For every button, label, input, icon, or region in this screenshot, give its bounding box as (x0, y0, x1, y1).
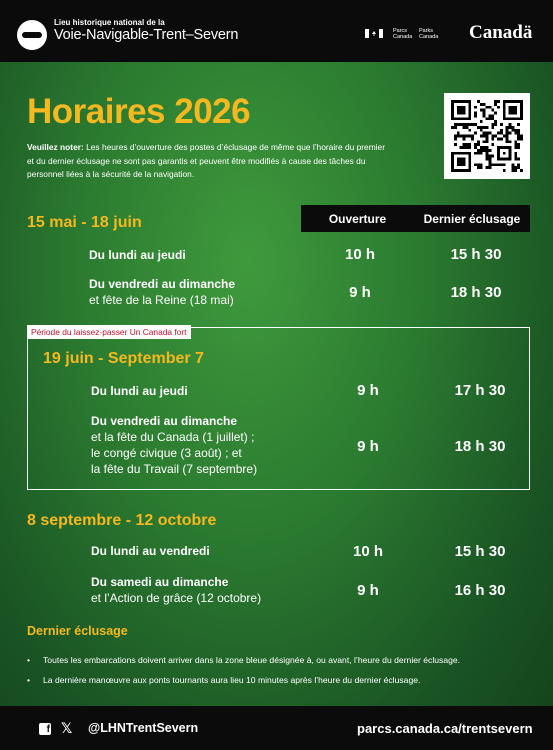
period-2-row-1-last: 17 h 30 (454, 382, 506, 399)
period-1-row-1-label (89, 247, 186, 263)
notice-label: Veuillez noter: (27, 142, 84, 152)
facebook-icon[interactable]: f (39, 723, 51, 735)
list-item: • Toutes les embarcations doivent arriver dans la zone bleue désignée à, ou avant, l’heure du dernier éclusage. (27, 655, 537, 666)
row-day-range: Du lundi au jeudi (91, 384, 188, 398)
notice-text (27, 141, 392, 182)
period-1-row-1-last: 15 h 30 (450, 246, 502, 263)
column-header-last: Dernier éclusage (414, 205, 530, 232)
period-2-row-1-open: 9 h (357, 382, 379, 399)
row-holiday-note: et fête de la Reine (18 mai) (89, 293, 234, 307)
row-day-range: Du vendredi au dimanche (89, 277, 236, 291)
website-link[interactable]: parcs.canada.ca/trentsevern (357, 721, 533, 736)
site-title: Voie-Navigable-Trent–Severn (54, 27, 239, 43)
row-holiday-note: et l’Action de grâce (12 octobre) (91, 591, 262, 605)
period-1-row-2-last: 18 h 30 (450, 284, 502, 301)
period-3-row-1-last: 15 h 30 (454, 543, 506, 560)
notice-body: Les heures d’ouverture des postes d’éclusage de même que l’horaire du premier et du dernier éclusage ne sont pas garantis et peuvent être modifiés à cause des tâches du personnel liées à la sécurité de la navigation. (27, 142, 385, 179)
site-subtitle: Lieu historique national de la (54, 18, 165, 27)
period-2-row-1-label (91, 383, 188, 399)
period-1-row-2-open: 9 h (349, 284, 371, 301)
page-title: Horaires 2026 (27, 92, 251, 131)
list-item: • La dernière manœuvre aux ponts tournants aura lieu 10 minutes après l’heure du dernier éclusage. (27, 675, 537, 686)
period-2-row-2-last: 18 h 30 (454, 438, 506, 455)
canada-flag-icon (365, 29, 383, 38)
gov-fr-line1: Parcs (393, 28, 408, 34)
period-2-row-2-open: 9 h (357, 438, 379, 455)
period-3-row-2-last: 16 h 30 (454, 582, 506, 599)
column-header-open: Ouverture (301, 205, 414, 232)
x-icon[interactable]: 𝕏 (61, 720, 73, 736)
period-3-title: 8 septembre - 12 octobre (27, 512, 217, 529)
period-1-row-2-label (89, 276, 235, 308)
row-day-range: Du vendredi au dimanche (91, 414, 238, 428)
period-1-title: 15 mai - 18 juin (27, 214, 142, 231)
qr-code-icon[interactable] (444, 93, 530, 179)
gov-en-line1: Parks (419, 28, 434, 34)
period-2-row-2-label (91, 413, 257, 477)
period-2-title: 19 juin - September 7 (43, 350, 204, 367)
pass-period-tag: Période du laissez-passer Un Canada fort (27, 325, 191, 339)
gov-fr-line2: Canada (393, 34, 413, 40)
parks-logo-icon (17, 20, 47, 50)
period-1-row-1-open: 10 h (344, 246, 375, 263)
row-day-range: Du lundi au jeudi (89, 248, 186, 262)
gov-signature-fr (393, 28, 412, 40)
social-handle[interactable]: @LHNTrentSevern (88, 721, 199, 735)
row-holiday-note: et la fête du Canada (1 juillet) ; (91, 430, 255, 444)
period-3-row-2-label (91, 574, 261, 606)
row-day-range: Du lundi au vendredi (91, 544, 210, 558)
period-3-row-2-open: 9 h (357, 582, 379, 599)
row-holiday-note: la fête du Travail (7 septembre) (91, 462, 258, 476)
last-lockage-heading: Dernier éclusage (27, 624, 128, 638)
row-day-range: Du samedi au dimanche (91, 575, 229, 589)
period-3-row-1-label (91, 543, 210, 559)
last-lockage-list (27, 655, 537, 695)
row-holiday-note: le congé civique (3 août) ; et (91, 446, 242, 460)
gov-signature-en (419, 28, 438, 40)
gov-en-line2: Canada (419, 34, 439, 40)
period-3-row-1-open: 10 h (352, 543, 383, 560)
canada-wordmark: Canadä (469, 22, 533, 43)
